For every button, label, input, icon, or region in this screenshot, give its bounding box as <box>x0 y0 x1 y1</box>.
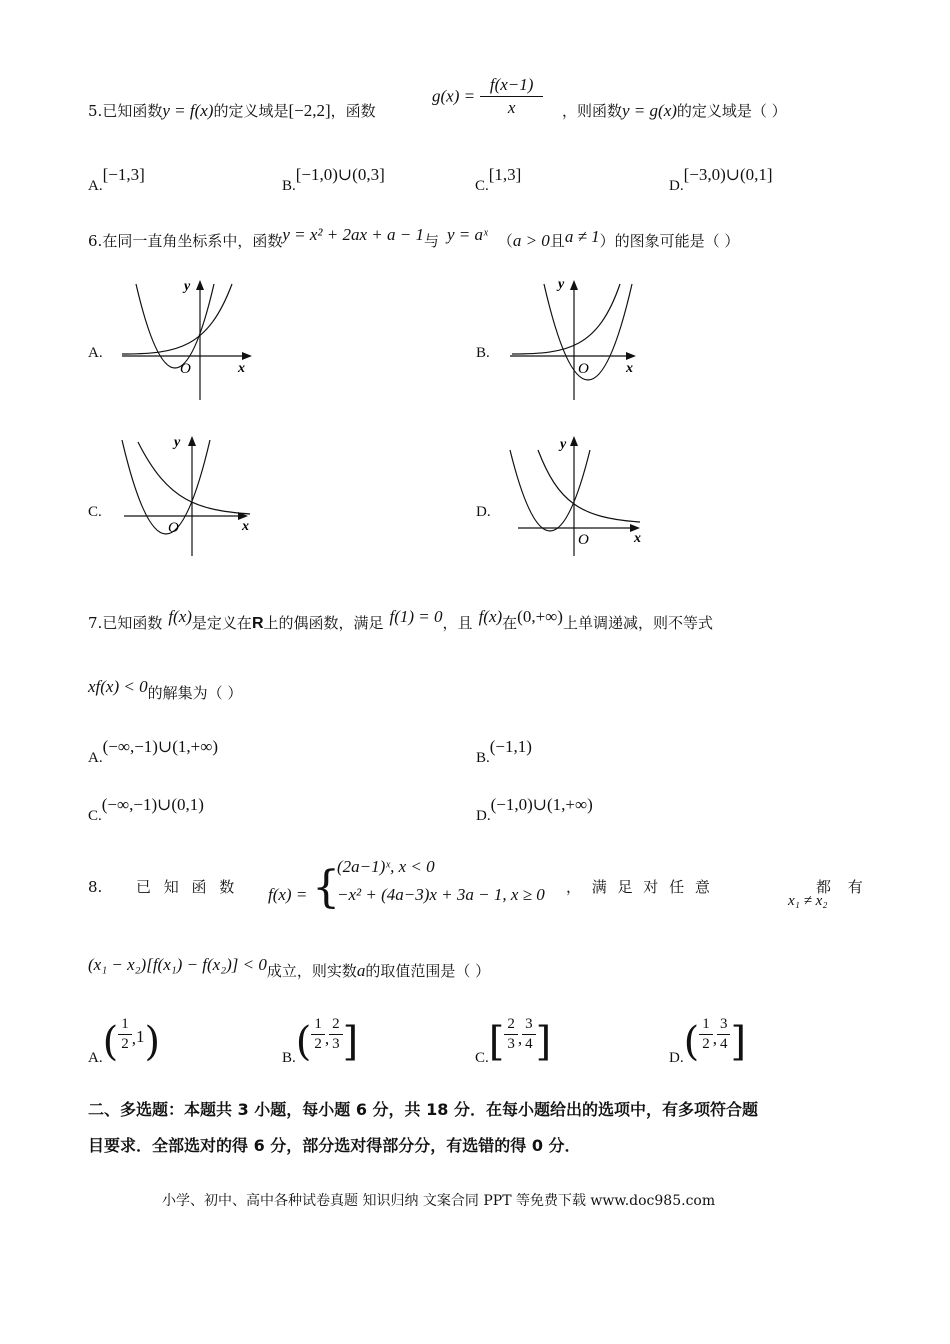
graph-d[interactable] <box>508 432 648 562</box>
exponential-curve <box>512 284 620 354</box>
option-a[interactable]: A. <box>88 345 103 361</box>
math: [−2,2] <box>288 101 331 120</box>
y-label: y <box>560 437 567 452</box>
x-label: x <box>242 519 249 534</box>
math: (0,+∞) <box>517 607 563 626</box>
math: y = g(x) <box>622 101 677 120</box>
origin-label: O <box>168 520 179 536</box>
math: f(x) <box>478 607 503 626</box>
question-7-stem-cont: xf(x) < 0的解集为（ ） <box>88 677 243 702</box>
question-5-stem: 5.已知函数y = f(x)的定义域是[−2,2]，函数 <box>88 101 376 120</box>
question-7-stem: 7.已知函数 f(x)是定义在R上的偶函数，满足 f(1) = 0，且 f(x)在(0,+∞)上单调递减，则不等式 <box>88 607 713 632</box>
question-5-stem-end: ，则函数y = g(x)的定义域是（ ） <box>562 101 787 120</box>
option-a[interactable]: A.(−∞,−1)∪(1,+∞) <box>88 737 218 766</box>
x-label: x <box>238 361 245 376</box>
option-d[interactable]: D.(−1,0)∪(1,+∞) <box>476 795 593 824</box>
option-b[interactable]: B.( $\frac{1}{2}$ , $\frac{2}{3}$ ] <box>282 1015 359 1066</box>
option-c[interactable]: C.[ $\frac{2}{3}$ , $\frac{3}{4}$ ] <box>475 1015 552 1066</box>
y-arrow <box>188 436 196 446</box>
parabola-curve <box>122 440 210 534</box>
option-b[interactable]: B.(−1,1) <box>476 737 532 766</box>
y-arrow <box>570 280 578 290</box>
parabola-curve <box>510 450 590 531</box>
origin-label: O <box>180 361 191 377</box>
math: (x₁ − x₂)[f(x₁) − f(x₂)] < 0 <box>88 955 267 974</box>
option-b[interactable]: B.[−1,0)∪(0,3] <box>282 165 385 194</box>
stem-text: 已 知 函 数 <box>136 878 239 896</box>
fraction: $\frac{f(x-1)}{x}$ <box>480 76 544 116</box>
graph-a[interactable] <box>118 276 258 406</box>
case-2: −x² + (4a−3)x + 3a − 1, x ≥ 0 <box>337 885 545 904</box>
option-d[interactable]: D.[−3,0)∪(0,1] <box>669 165 773 194</box>
question-number: 5. <box>88 102 103 120</box>
g-definition <box>432 76 543 116</box>
math: g(x) = <box>432 86 476 106</box>
brace: { <box>312 862 341 913</box>
exponential-curve <box>138 442 250 514</box>
stem-text: 都 有 <box>816 878 869 896</box>
option-b[interactable]: B. <box>476 345 490 361</box>
page-footer: 小学、初中、高中各种试卷真题 知识归纳 文案合同 PPT 等免费下载 www.doc985.com <box>162 1193 716 1209</box>
exponential-curve <box>538 450 640 522</box>
x-arrow <box>242 352 252 360</box>
x-label: x <box>634 531 641 546</box>
question-8-stem-cont: (x₁ − x₂)[f(x₁) − f(x₂)] < 0成立，则实数a的取值范围是（ ） <box>88 955 491 980</box>
math: y = aˣ <box>446 225 488 244</box>
x-arrow <box>626 352 636 360</box>
origin-label: O <box>578 361 589 377</box>
piecewise-function: f(x) = { <box>268 862 341 913</box>
option-c[interactable]: C. <box>88 504 102 520</box>
math: f(1) = 0 <box>389 607 443 626</box>
math: a ≠ 1 <box>564 227 600 246</box>
math: xf(x) < 0 <box>88 677 148 696</box>
option-d[interactable]: D.( $\frac{1}{2}$ , $\frac{3}{4}$ ] <box>669 1015 747 1066</box>
y-arrow <box>570 436 578 446</box>
section-2-heading-line-1: 二、多选题：本题共 3 小题，每小题 6 分，共 18 分．在每小题给出的选项中，有多项符合题 <box>88 1100 758 1119</box>
option-a[interactable]: A.[−1,3] <box>88 165 145 194</box>
graph-b[interactable] <box>508 276 648 406</box>
origin-label: O <box>578 532 589 548</box>
math: a <box>356 961 366 980</box>
question-number: 8. <box>88 878 103 896</box>
math: a > 0 <box>512 231 550 250</box>
y-label: y <box>558 277 565 292</box>
option-c[interactable]: C.[1,3] <box>475 165 522 194</box>
math: x₁ ≠ x₂ <box>788 893 828 909</box>
math: y = f(x) <box>162 101 214 120</box>
option-c[interactable]: C.(−∞,−1)∪(0,1) <box>88 795 204 824</box>
parabola-curve <box>136 284 214 368</box>
y-label: y <box>174 435 181 450</box>
section-2-heading-line-2: 目要求．全部选对的得 6 分，部分选对得部分分，有选错的得 0 分． <box>88 1136 581 1155</box>
question-number: 7. <box>88 614 103 632</box>
option-d[interactable]: D. <box>476 504 491 520</box>
y-arrow <box>196 280 204 290</box>
x-label: x <box>626 361 633 376</box>
option-a[interactable]: A.( $\frac{1}{2}$ ,1) <box>88 1015 161 1066</box>
math: f(x) <box>168 607 192 626</box>
question-6-stem: 6.在同一直角坐标系中，函数y = x² + 2ax + a − 1与 y = aˣ （a > 0且a ≠ 1）的图象可能是（ ） <box>88 225 740 250</box>
stem-text: ， 满 足 对 任 意 <box>566 878 713 896</box>
case-1: (2a−1)ˣ, x < 0 <box>337 857 435 876</box>
question-number: 6. <box>88 232 103 250</box>
graph-c[interactable] <box>118 432 258 562</box>
y-label: y <box>184 279 191 294</box>
math: y = x² + 2ax + a − 1 <box>282 225 424 244</box>
